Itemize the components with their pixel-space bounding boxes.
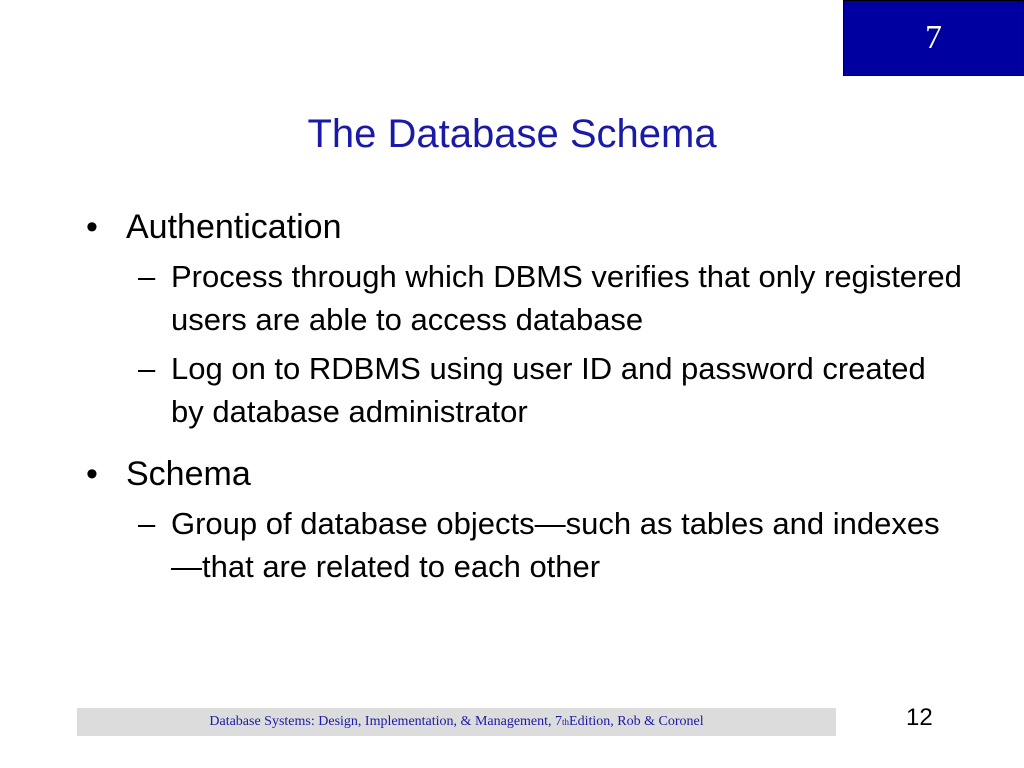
footer-citation	[77, 708, 836, 736]
bullet-authentication	[86, 205, 966, 249]
subitem-authentication-logon	[86, 347, 966, 433]
bullet-text: Schema	[126, 455, 251, 493]
footer-superscript: th	[562, 717, 570, 727]
subitem-text: Log on to RDBMS using user ID and password created by database administrator	[171, 351, 926, 429]
bullet-marker: •	[86, 208, 98, 246]
slide-title: The Database Schema	[307, 112, 717, 156]
footer-text-after: Edition, Rob & Coronel	[569, 714, 704, 729]
subitem-authentication-definition	[86, 255, 966, 341]
page-number: 12	[906, 704, 933, 731]
subitem-schema-definition	[86, 502, 966, 588]
chapter-number-badge	[843, 0, 1024, 76]
footer-text-before: Database Systems: Design, Implementation, & Management, 7	[209, 714, 563, 729]
bullet-schema	[86, 452, 966, 496]
bullet-text: Authentication	[126, 208, 342, 246]
subitem-text: Process through which DBMS verifies that only registered users are able to access database	[171, 259, 962, 337]
slide-content	[86, 205, 966, 588]
dash-marker: –	[138, 259, 156, 294]
bullet-marker: •	[86, 455, 98, 493]
dash-marker: –	[138, 506, 156, 541]
subitem-text: Group of database objects—such as tables and indexes—that are related to each other	[171, 506, 940, 584]
chapter-number: 7	[925, 19, 942, 56]
dash-marker: –	[138, 351, 156, 386]
